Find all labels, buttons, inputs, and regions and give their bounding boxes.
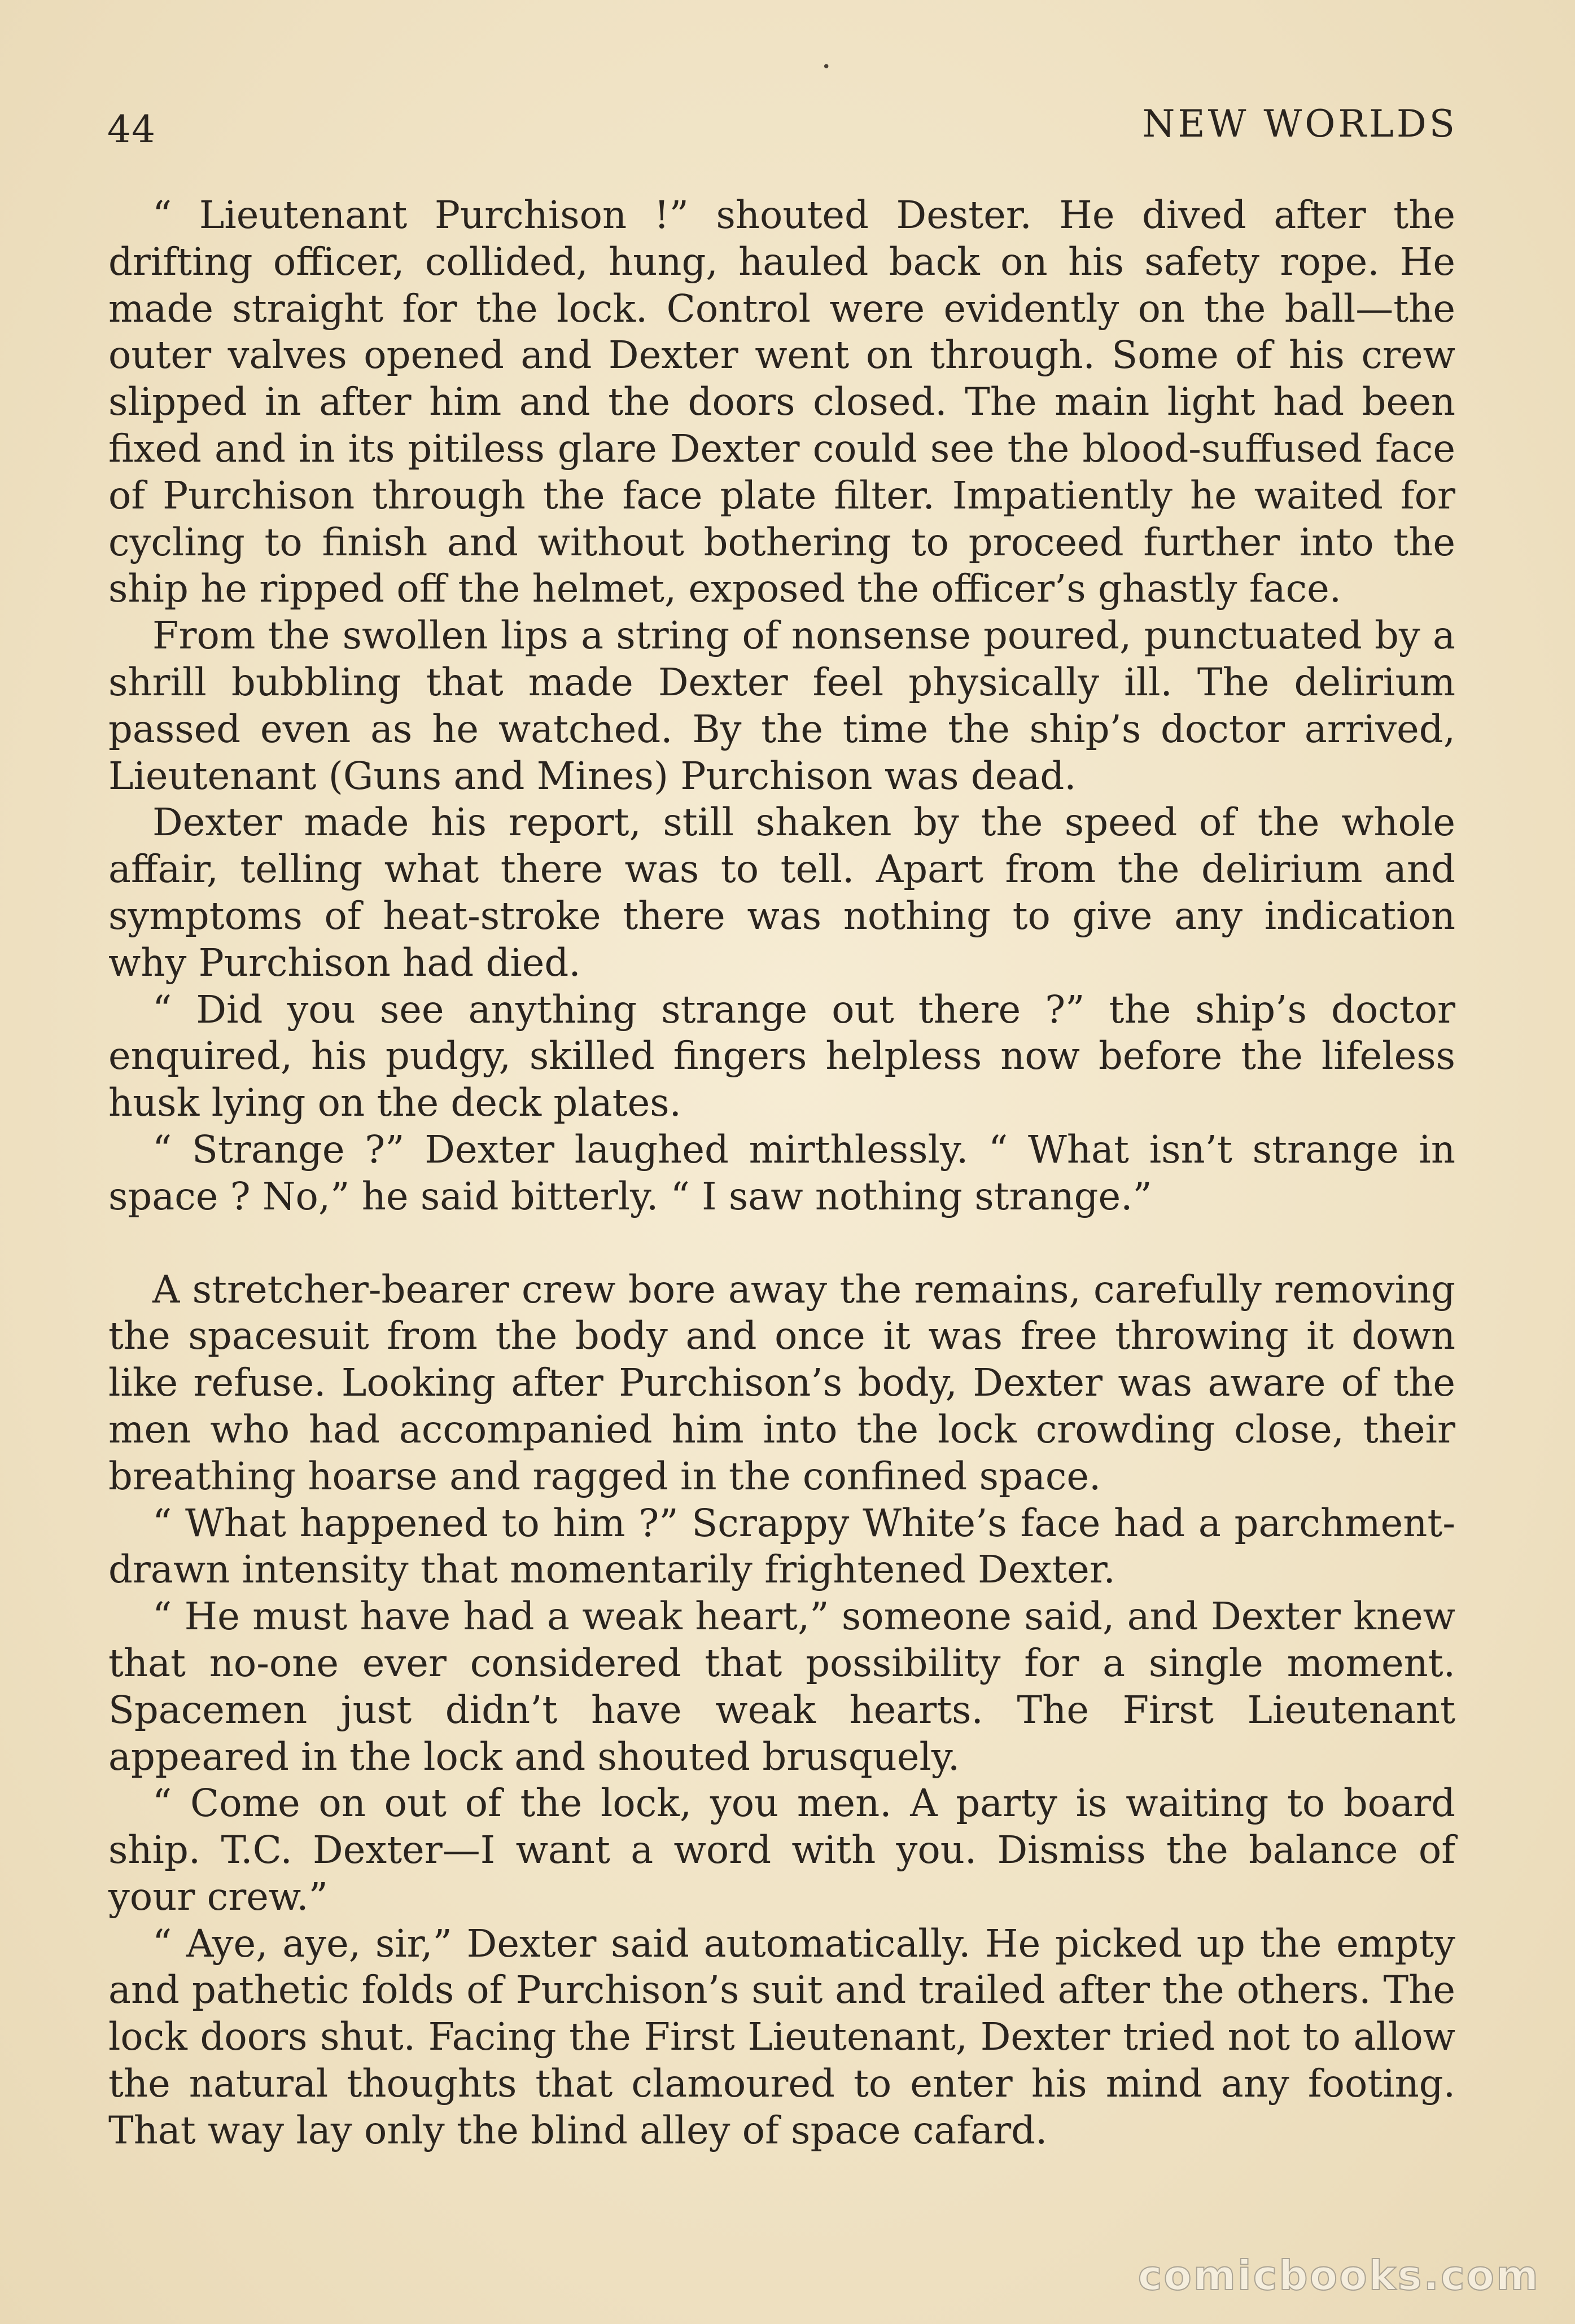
paragraph: “ He must have had a weak heart,” someone said, and Dexter knew that no-one ever considered that possibility for a single moment. Spacemen just didn’t have weak hearts. The First Lieutenant appeared in the lock and shouted brusquely. (108, 1594, 1455, 1779)
section-break (108, 1220, 1455, 1266)
paragraph: “ Come on out of the lock, you men. A party is waiting to board ship. T.C. Dexter—I want a word with you. Dismiss the balance of your crew.” (108, 1781, 1455, 1919)
paragraph: “ What happened to him ?” Scrappy White’s face had a parchment-drawn intensity that momentarily frightened Dexter. (108, 1501, 1455, 1592)
running-head: NEW WORLDS (1142, 102, 1458, 146)
paragraph: “ Strange ?” Dexter laughed mirthlessly. “ What isn’t strange in space ? No,” he said bitterly. “ I saw nothing strange.” (108, 1127, 1455, 1218)
paragraph: Dexter made his report, still shaken by the speed of the whole affair, telling what there was to tell. Apart from the delirium and symptoms of heat-stroke there was nothing to give any indication why Purchison had died. (108, 800, 1455, 985)
paragraph: A stretcher-bearer crew bore away the remains, carefully removing the spacesuit from the body and once it was free throwing it down like refuse. Looking after Purchison’s body, Dexter was aware of the men who had accompanied him into the lock crowding close, their breathing hoarse and ragged in the confined space. (108, 1267, 1455, 1498)
story-text (108, 192, 1455, 2154)
paragraph: From the swollen lips a string of nonsense poured, punctuated by a shrill bubbling that made Dexter feel physically ill. The delirium passed even as he watched. By the time the ship’s doctor arrived, Lieutenant (Guns and Mines) Purchison was dead. (108, 613, 1455, 798)
paragraph: “ Lieutenant Purchison !” shouted Dester. He dived after the drifting officer, collided, hung, hauled back on his safety rope. He made straight for the lock. Control were evidently on the ball—the outer valves opened and Dexter went on through. Some of his crew slipped in after him and the doors closed. The main light had been fixed and in its pitiless glare Dexter could see the blood-suffused face of Purchison through the face plate filter. Impatiently he waited for cycling to finish and without bothering to proceed further into the ship he ripped off the helmet, exposed the officer’s ghastly face. (108, 193, 1455, 611)
paragraph: “ Did you see anything strange out there ?” the ship’s doctor enquired, his pudgy, skilled fingers helpless now before the lifeless husk lying on the deck plates. (108, 987, 1455, 1125)
page-number: 44 (107, 108, 156, 151)
paragraph: “ Aye, aye, sir,” Dexter said automatically. He picked up the empty and pathetic folds of Purchison’s suit and trailed after the others. The lock doors shut. Facing the First Lieutenant, Dexter tried not to allow the natural thoughts that clamoured to enter his mind any footing. That way lay only the blind alley of space cafard. (108, 1921, 1455, 2152)
site-watermark: comicbooks.com (1138, 2252, 1540, 2299)
print-speck: • (822, 59, 831, 76)
